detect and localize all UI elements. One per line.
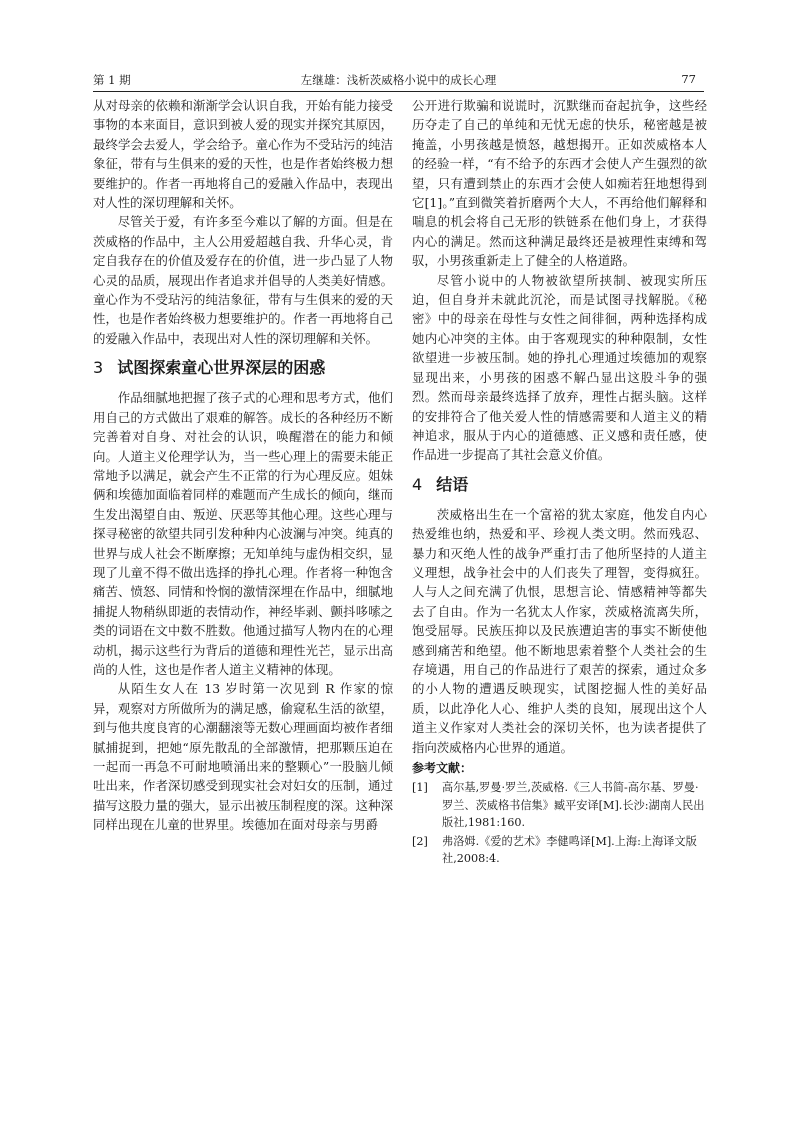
paragraph: 公开进行欺骗和说谎时，沉默继而奋起抗争，这些经历夺走了自己的单纯和无忧无虑的快乐，秘密越是被掩盖，小男孩越是愤怒，越想揭开。正如茨威格本人的经验一样，“有不给予的东西才会使人产生强烈的欲望，只有遭到禁止的东西才会使人如痴若狂地想得到它[1]。”直到微笑着折磨两个大人，不再给他们解释和喘息的机会将自己无形的铁链系在他们身上，才获得内心的满足。然而这种满足最终还是被理性束缚和驾驭，小男孩重新走上了健全的人格道路。 (412, 98, 707, 269)
left-column (93, 96, 393, 835)
paragraph: 茨威格出生在一个富裕的犹太家庭，他发自内心热爱维也纳，热爱和平、珍视人类文明。然而残忍、暴力和灭绝人性的战争严重打击了他所坚持的人道主义理想，战争社会中的人们丧失了理智，变得疯狂。人与人之间充满了仇恨，思想言论、情感精神等都失去了自由。作为一名犹太人作家，茨威格流离失所，饱受屈辱。民族压抑以及民族遭迫害的事实不断使他感到痛苦和绝望。他不断地思索着整个人类社会的生存境遇，用自己的作品进行了艰苦的探索，通过众多的小人物的遭遇反映现实，试图挖掘人性的美好品质，以此净化人心、维护人类的良知，展现出这个人道主义作家对人类社会的深切关怀，也为读者提供了指向茨威格内心世界的通道。 (412, 506, 707, 755)
issue-number: 第 1 期 (93, 73, 131, 87)
right-column (412, 96, 707, 868)
paragraph: 尽管小说中的人物被欲望所挟制、被现实所压迫，但自身并未就此沉沦，而是试图寻找解脱。《秘密》中的母亲在母性与女性之间徘徊，两种选择构成她内心冲突的主体。由于客观现实的种种限制，女性欲望进一步被压制。她的挣扎心理通过埃德加的观察显现出来，小男孩的困惑不解凸显出这股斗争的强烈。然而母亲最终选择了放弃，理性占据头脑。这样的安排符合了他关爱人性的情感需要和人道主义的精神追求，服从于内心的道德感、正义感和责任感，使作品进一步提高了其社会意义价值。 (412, 272, 707, 463)
section-title: 结语 (436, 474, 469, 494)
section-title: 试图探索童心世界深层的困惑 (117, 358, 326, 378)
article-running-title: 左继雄：浅析茨威格小说中的成长心理 (300, 73, 497, 87)
references-heading: 参考文献： (412, 761, 473, 775)
section-heading-3 (93, 356, 393, 380)
reference-number: [1] (412, 781, 428, 794)
reference-item (412, 833, 707, 868)
paragraph: 从陌生女人在 13 岁时第一次见到 R 作家的惊异，观察对方所做所为的满足感，偷窥私生活的欲望，到与他共度良宵的心潮翻滚等无数心理画面均被作者细腻捕捉到，把她“原先散乱的全部激情，把那颗压迫在一起而一再急不可耐地喷涌出来的整颗心”一股脑儿倾吐出来，作者深切感受到现实社会对妇女的压制，通过描写这股力量的强大，显示出被压制程度的深。这种深同样出现在儿童的世界里。埃德加在面对母亲与男爵 (93, 681, 393, 833)
reference-text: 弗洛姆.《爱的艺术》李健鸣译[M].上海:上海译文版社,2008:4. (442, 834, 697, 865)
paragraph: 从对母亲的依赖和渐渐学会认识自我，开始有能力接受事物的本来面目，意识到被人爱的现实并探究其原因，最终学会去爱人，学会给予。童心作为不受玷污的纯洁象征，带有与生俱来的爱的天性，也是作者始终极力想要维护的。作者一再地将自己的爱融入作品中，表现出对人性的深切理解和关怀。 (93, 98, 393, 211)
paragraph: 作品细腻地把握了孩子式的心理和思考方式，他们用自己的方式做出了艰难的解答。成长的各种经历不断完善着对自身、对社会的认识，唤醒潜在的能力和倾向。人道主义伦理学认为，当一些心理上的需要未能正常地予以满足，就会产生不正常的行为心理反应。姐妹俩和埃德加面临着同样的难题而产生成长的倾向，继而生发出渴望自由、叛逆、厌恶等其他心理。这些心理与探寻秘密的欲望共同引发种种内心波澜与冲突。纯真的世界与成人社会不断摩擦；无知单纯与虚伪相交织，显现了儿童不得不做出选择的挣扎心理。作者将一种饱含痛苦、愤怒、同情和怜悯的激情深埋在作品中，细腻地捕捉人物稍纵即逝的表情动作，神经毕剥、颤抖哆嗦之类的词语在文中数不胜数。他通过描写人物内在的心理动机，揭示这些行为背后的道德和理性光芒，显示出高尚的人性，这也是作者人道主义精神的体现。 (93, 390, 393, 677)
reference-item (412, 779, 707, 832)
reference-text: 高尔基,罗曼·罗兰,茨威格.《三人书简-高尔基、罗曼·罗兰、茨威格书信集》臧平安译[M].长沙:湖南人民出版社,1981:160. (442, 781, 705, 829)
reference-number: [2] (412, 834, 428, 848)
section-number: 3 (93, 358, 104, 378)
section-heading-4 (412, 473, 707, 497)
page-number: 77 (681, 72, 696, 86)
paragraph: 尽管关于爱，有许多至今难以了解的方面。但是在茨威格的作品中，主人公用爱超越自我、升华心灵，肯定自我存在的价值及爱存在的价值，进一步凸显了人物心灵的品质，展现出作者追求并倡导的人类美好情感。童心作为不受玷污的纯洁象征，带有与生俱来的爱的天性，也是作者始终极力想要维护的。作者一再地将自己的爱融入作品中，表现出对人性的深切理解和关怀。 (93, 214, 393, 346)
running-header (93, 69, 704, 92)
section-number: 4 (412, 474, 423, 494)
